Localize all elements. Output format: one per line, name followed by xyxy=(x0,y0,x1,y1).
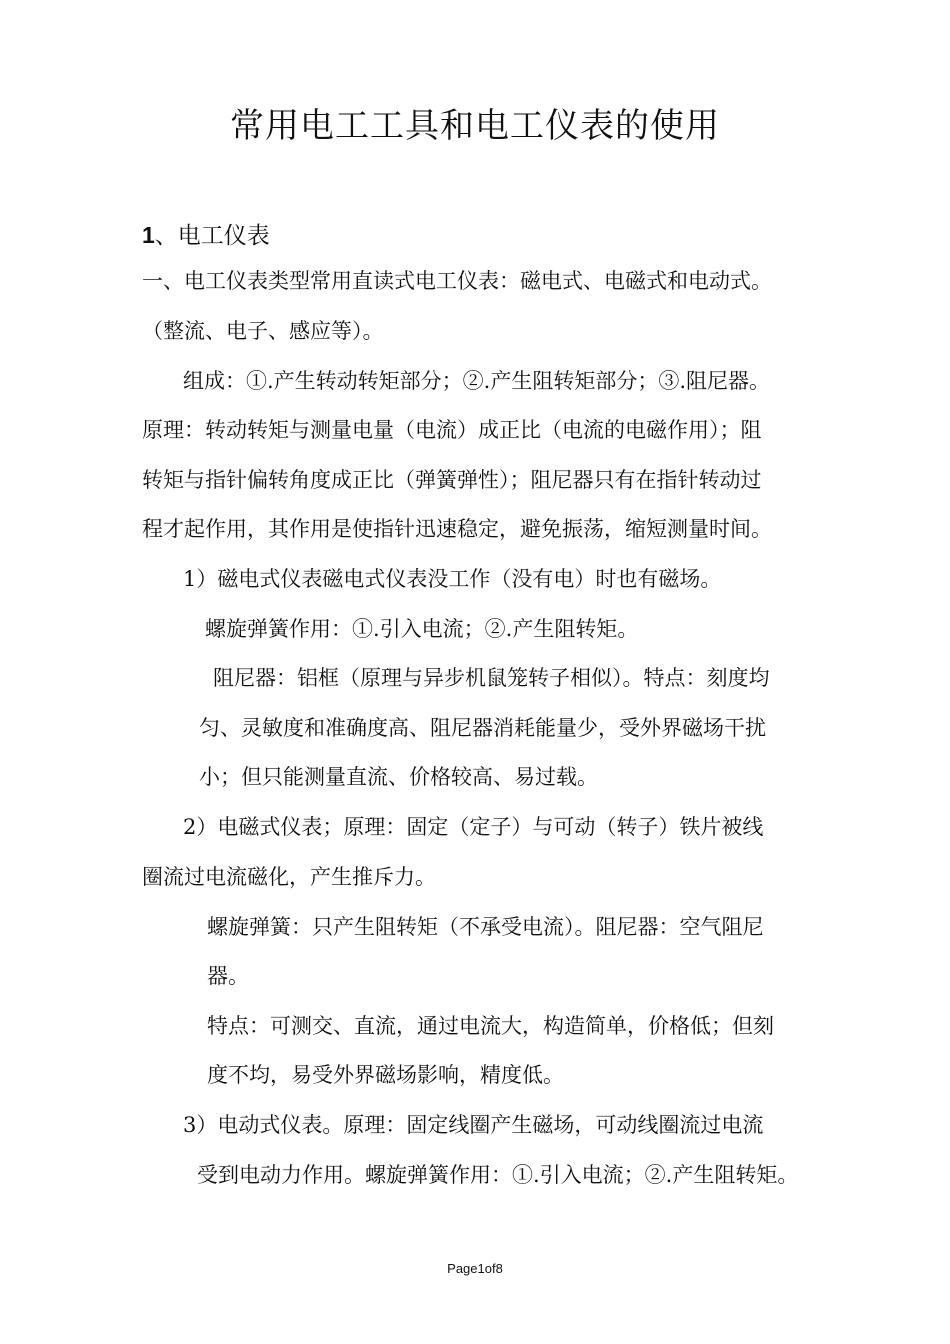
paragraph-line: 度不均，易受外界磁场影响，精度低。 xyxy=(207,1063,564,1087)
paragraph-line: 阻尼器：铝框（原理与异步机鼠笼转子相似）。特点：刻度均 xyxy=(213,666,770,690)
paragraph-line: 螺旋弹簧：只产生阻转矩（不承受电流）。阻尼器：空气阻尼 xyxy=(207,915,764,939)
paragraph-line: 组成：①.产生转动转矩部分；②.产生阻转矩部分；③.阻尼器。 xyxy=(183,369,771,393)
paragraph-line: 器。 xyxy=(207,964,249,988)
section-title: 、电工仪表 xyxy=(154,223,270,249)
paragraph-line: 程才起作用，其作用是使指针迅速稳定，避免振荡，缩短测量时间。 xyxy=(142,517,772,541)
page-footer: Page1of8 xyxy=(447,1261,503,1276)
paragraph-line: 特点：可测交、直流，通过电流大，构造简单，价格低；但刻 xyxy=(207,1014,774,1038)
document-title: 常用电工工具和电工仪表的使用 xyxy=(230,106,720,146)
paragraph-line: 3）电动式仪表。原理：固定线圈产生磁场，可动线圈流过电流 xyxy=(183,1113,764,1137)
paragraph-line: 小；但只能测量直流、价格较高、易过载。 xyxy=(199,765,598,789)
paragraph-line: （整流、电子、感应等）。 xyxy=(142,319,384,343)
paragraph-line: 匀、灵敏度和准确度高、阻尼器消耗能量少，受外界磁场干扰 xyxy=(199,716,766,740)
section-heading xyxy=(142,218,270,253)
paragraph-line: 1）磁电式仪表磁电式仪表没工作（没有电）时也有磁场。 xyxy=(183,567,722,591)
paragraph-line: 转矩与指针偏转角度成正比（弹簧弹性）；阻尼器只有在指针转动过 xyxy=(142,468,762,492)
paragraph-line: 螺旋弹簧作用：①.引入电流；②.产生阻转矩。 xyxy=(205,617,639,641)
paragraph-line: 受到电动力作用。螺旋弹簧作用：①.引入电流；②.产生阻转矩。 xyxy=(197,1163,799,1187)
paragraph-line: 原理：转动转矩与测量电量（电流）成正比（电流的电磁作用）；阻 xyxy=(142,418,762,442)
paragraph-line: 一、电工仪表类型常用直读式电工仪表：磁电式、电磁式和电动式。 xyxy=(142,269,772,293)
paragraph-line: 2）电磁式仪表；原理：固定（定子）与可动（转子）铁片被线 xyxy=(183,815,764,839)
paragraph-line: 圈流过电流磁化，产生推斥力。 xyxy=(142,865,436,889)
section-number: 1 xyxy=(142,222,155,248)
